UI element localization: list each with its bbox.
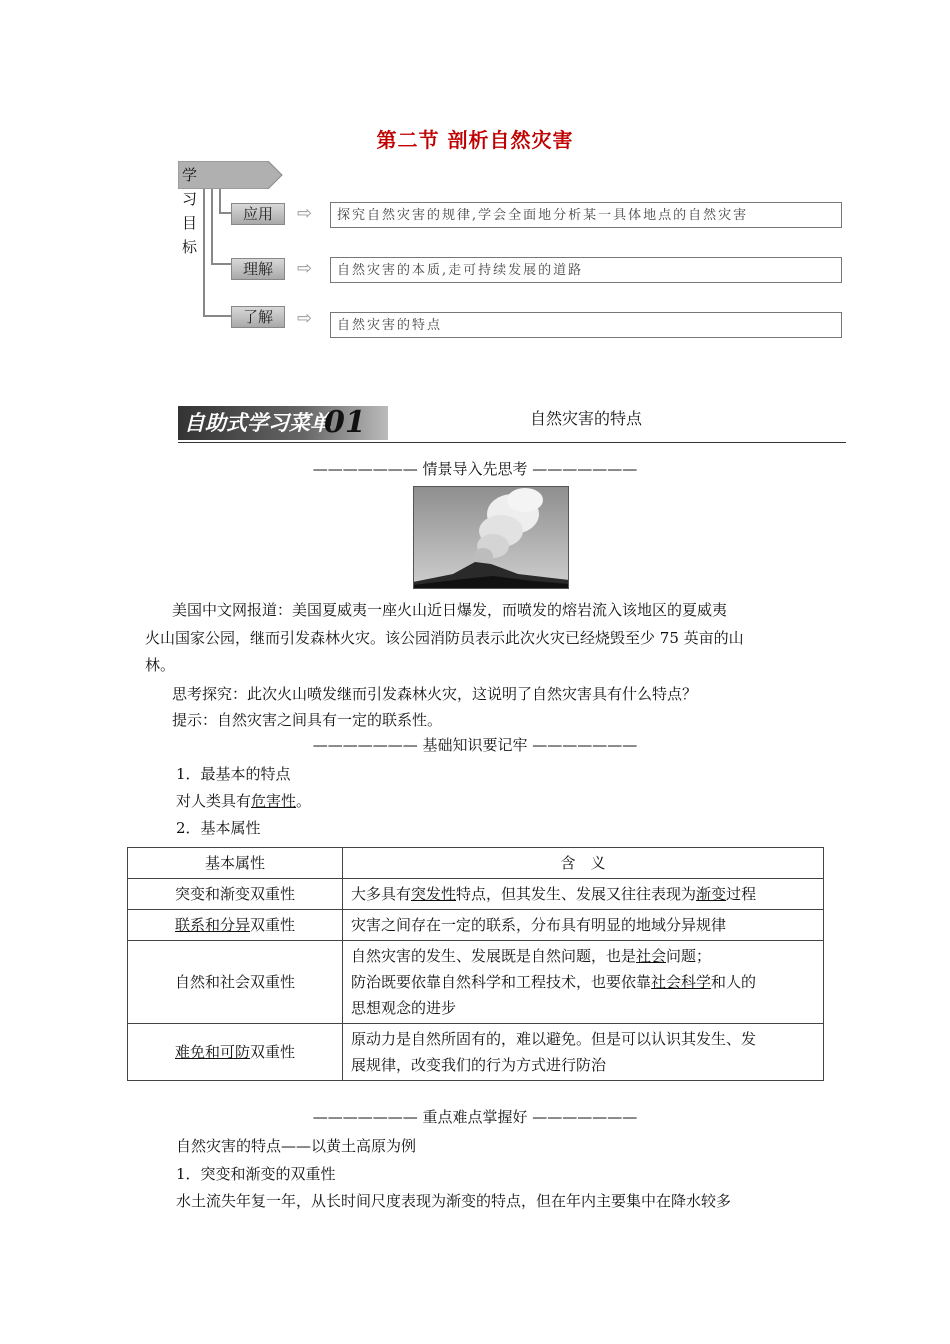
goals-tree-branch bbox=[219, 212, 231, 214]
table-row bbox=[128, 879, 824, 910]
banner-rule bbox=[178, 442, 846, 443]
goal-tag-understand: 理解 bbox=[231, 258, 285, 280]
banner-label: 自助式学习菜单 bbox=[184, 411, 331, 435]
arrow-icon: ⇨ bbox=[297, 258, 313, 279]
table-row bbox=[128, 1024, 824, 1081]
scenario-line-2: 火山国家公园，继而引发森林火灾。该公园消防员表示此次火灾已经烧毁至少 75 英亩的山 bbox=[145, 629, 744, 647]
arrow-icon: ⇨ bbox=[297, 308, 313, 329]
scenario-line-1: 美国中文网报道：美国夏威夷一座火山近日爆发，而喷发的熔岩流入该地区的夏威夷 bbox=[172, 601, 728, 619]
table-row bbox=[128, 941, 824, 1024]
focus-line-1: 自然灾害的特点——以黄土高原为例 bbox=[176, 1137, 417, 1155]
table-cell: 大多具有突发性特点，但其发生、发展又往往表现为渐变过程 bbox=[343, 879, 824, 910]
section-heading-focus: ——————— 重点难点掌握好 ——————— bbox=[312, 1108, 638, 1126]
table-cell: 联系和分异双重性 bbox=[128, 910, 343, 941]
goals-header: 学习目标 bbox=[182, 166, 198, 256]
table-cell: 灾害之间存在一定的联系，分布具有明显的地域分异规律 bbox=[343, 910, 824, 941]
table-header-cell: 基本属性 bbox=[128, 848, 343, 879]
section-heading-basics: ——————— 基础知识要记牢 ——————— bbox=[312, 736, 638, 754]
goals-tree-branch bbox=[211, 263, 231, 265]
table-cell: 突变和渐变双重性 bbox=[128, 879, 343, 910]
basic-item-2: 2．基本属性 bbox=[176, 819, 261, 837]
hint: 提示：自然灾害之间具有一定的联系性。 bbox=[172, 711, 443, 729]
table-header-cell: 含 义 bbox=[343, 848, 824, 879]
goal-text-know: 自然灾害的特点 bbox=[330, 312, 842, 338]
goal-text-apply: 探究自然灾害的规律,学会全面地分析某一具体地点的自然灾害 bbox=[330, 202, 842, 228]
section-heading-scenario: ——————— 情景导入先思考 ——————— bbox=[312, 460, 638, 478]
table-header-row bbox=[128, 848, 824, 879]
arrow-icon: ⇨ bbox=[297, 203, 313, 224]
goal-tag-know: 了解 bbox=[231, 306, 285, 328]
focus-line-2: 1．突变和渐变的双重性 bbox=[176, 1165, 336, 1183]
table-row bbox=[128, 910, 824, 941]
focus-line-3: 水土流失年复一年，从长时间尺度表现为渐变的特点，但在年内主要集中在降水较多 bbox=[176, 1192, 732, 1210]
underlined-term: 危害性 bbox=[251, 792, 297, 810]
page-title: 第二节 剖析自然灾害 bbox=[376, 128, 574, 152]
basic-item-1-text: 对人类具有危害性。 bbox=[176, 792, 312, 810]
basic-item-1: 1．最基本的特点 bbox=[176, 765, 291, 783]
section-banner bbox=[178, 406, 388, 440]
table-cell: 自然灾害的发生、发展既是自然问题，也是社会问题； 防治既要依靠自然科学和工程技术，也要依靠社会科学和人的 思想观念的进步 bbox=[343, 941, 824, 1024]
scenario-line-3: 林。 bbox=[145, 656, 176, 674]
table-cell: 自然和社会双重性 bbox=[128, 941, 343, 1024]
goals-tree-line bbox=[203, 189, 205, 316]
table-cell: 难免和可防双重性 bbox=[128, 1024, 343, 1081]
goals-tree-line bbox=[219, 189, 221, 213]
goal-tag-apply: 应用 bbox=[231, 203, 285, 225]
attribute-table bbox=[127, 847, 824, 1081]
volcano-photo bbox=[413, 486, 569, 589]
banner-topic: 自然灾害的特点 bbox=[530, 409, 643, 428]
table-cell: 原动力是自然所固有的，难以避免。但是可以认识其发生、发 展规律，改变我们的行为方式进行防治 bbox=[343, 1024, 824, 1081]
think-question: 思考探究：此次火山喷发继而引发森林火灾，这说明了自然灾害具有什么特点？ bbox=[172, 685, 698, 703]
banner-number: 01 bbox=[324, 405, 366, 440]
goals-tree-branch bbox=[203, 315, 231, 317]
goal-text-understand: 自然灾害的本质,走可持续发展的道路 bbox=[330, 257, 842, 283]
goals-tree-line bbox=[211, 189, 213, 264]
